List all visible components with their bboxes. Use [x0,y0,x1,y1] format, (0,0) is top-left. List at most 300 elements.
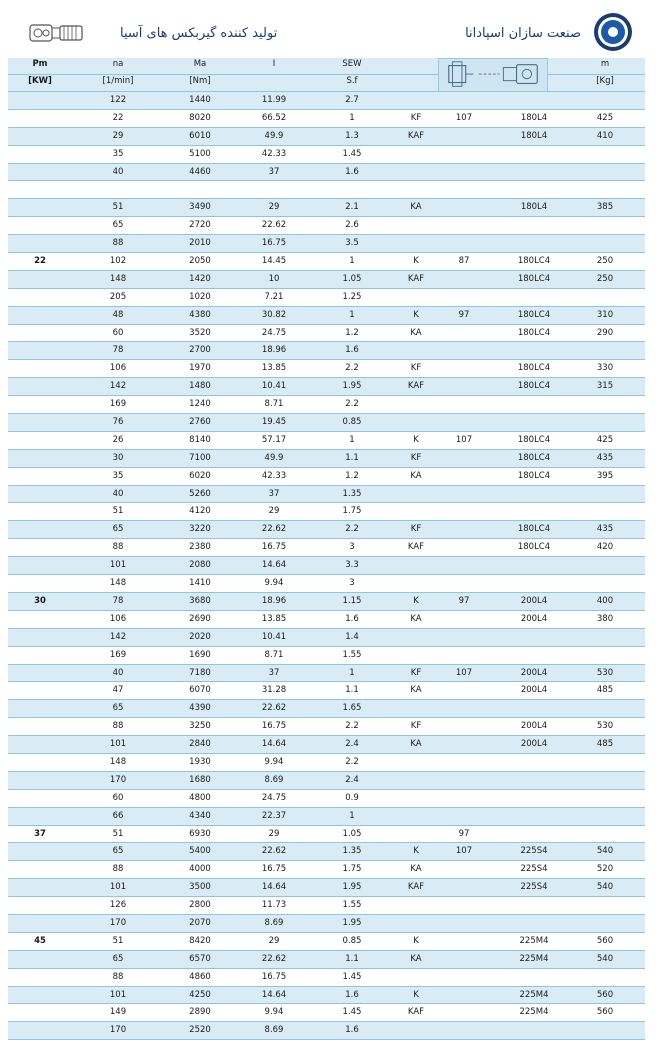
cell-i: 16.75 [261,864,287,875]
cell-type: KA [410,470,422,481]
cell-sf: 1.95 [342,381,362,392]
cell-ma: 4800 [189,792,211,803]
cell-m: 290 [596,327,614,338]
table-row [8,450,645,468]
cell-type: KF [410,452,422,463]
cell-i: 10.41 [261,381,287,392]
cell-motor: 180LC4 [517,524,551,535]
cell-i: 29 [268,506,280,517]
cell-na: 142 [109,381,127,392]
cell-m: 540 [596,882,614,893]
cell-na: 149 [109,1007,127,1018]
header-ma: Ma [193,59,207,69]
cell-i: 22.62 [261,953,287,964]
cell-type: KAF [407,381,425,392]
cell-i: 66.52 [261,112,287,123]
cell-na: 76 [112,417,124,428]
cell-ma: 2020 [189,631,211,642]
cell-sf: 1 [349,256,355,267]
cell-sf: 1.6 [345,613,359,624]
cell-ma: 4860 [189,971,211,982]
table-body [8,92,645,1040]
table-row [8,611,645,629]
cell-motor: 225S4 [520,846,548,857]
cell-na: 169 [109,649,127,660]
cell-ma: 2080 [189,560,211,571]
cell-ma: 1240 [189,399,211,410]
cell-na: 102 [109,256,127,267]
cell-i: 11.73 [261,900,287,911]
table-row [8,146,645,164]
cell-type: KAF [407,882,425,893]
cell-type: KF [410,721,422,732]
cell-size: 107 [455,112,473,123]
cell-m: 560 [596,989,614,1000]
cell-sf: 1.45 [342,148,362,159]
cell-i: 24.75 [261,792,287,803]
cell-ma: 1440 [189,95,211,105]
cell-motor: 180LC4 [517,434,551,445]
cell-sf: 2.2 [345,721,359,732]
cell-ma: 2840 [189,739,211,750]
header-pm: Pm [32,59,48,69]
cell-i: 13.85 [261,363,287,374]
cell-na: 148 [109,756,127,767]
cell-ma: 1970 [189,363,211,374]
cell-m: 420 [596,542,614,553]
cell-na: 170 [109,1025,127,1036]
cell-i: 16.75 [261,721,287,732]
cell-type: K [413,989,419,1000]
table-row [8,736,645,754]
cell-m: 435 [596,452,614,463]
cell-na: 66 [112,810,124,821]
cell-type: KAF [407,130,425,141]
cell-type: KAF [407,1007,425,1018]
cell-sf: 1.6 [345,166,359,177]
cell-i: 9.94 [264,1007,284,1018]
company-logo [593,12,633,52]
cell-sf: 1.35 [342,488,362,499]
cell-m: 560 [596,935,614,946]
cell-i: 10 [268,273,280,284]
cell-m: 435 [596,524,614,535]
cell-ma: 1420 [189,273,211,284]
table-row [8,790,645,808]
cell-na: 35 [112,470,124,481]
cell-ma: 7100 [189,452,211,463]
cell-sf: 1 [349,112,355,123]
cell-type: KA [410,953,422,964]
cell-type: KF [410,112,422,123]
table-row [8,987,645,1005]
cell-type: KF [410,524,422,535]
cell-m: 395 [596,470,614,481]
cell-ma: 1680 [189,774,211,785]
cell-motor: 225S4 [520,882,548,893]
cell-motor: 180LC4 [517,452,551,463]
cell-ma: 1930 [189,756,211,767]
cell-na: 126 [109,900,127,911]
cell-motor: 200L4 [520,613,548,624]
cell-pm: 30 [34,595,46,606]
cell-sf: 0.85 [342,935,362,946]
gear-motor-icon [438,58,548,92]
manufacturer-subtitle: تولید کننده گیربکس های آسیا [120,26,278,41]
cell-ma: 6570 [189,953,211,964]
cell-ma: 3250 [189,721,211,732]
table-row [8,915,645,933]
cell-type: K [413,935,419,946]
cell-na: 65 [112,846,124,857]
cell-na: 106 [109,363,127,374]
cell-sf: 2.2 [345,363,359,374]
cell-ma: 5400 [189,846,211,857]
table-row [8,92,645,110]
cell-motor: 225M4 [519,1007,549,1018]
cell-na: 88 [112,971,124,982]
cell-na: 88 [112,864,124,875]
cell-type: KF [410,363,422,374]
page-header [0,0,659,58]
table-units-row [8,75,645,92]
cell-m: 250 [596,273,614,284]
cell-na: 88 [112,542,124,553]
cell-motor: 200L4 [520,667,548,678]
cell-na: 40 [112,166,124,177]
cell-ma: 3220 [189,524,211,535]
cell-ma: 3680 [189,595,211,606]
cell-ma: 2760 [189,417,211,428]
cell-na: 51 [112,935,124,946]
cell-i: 14.64 [261,739,287,750]
table-row [8,271,645,289]
cell-m: 560 [596,1007,614,1018]
cell-na: 148 [109,578,127,589]
cell-na: 47 [112,685,124,696]
cell-i: 7.21 [264,291,284,302]
cell-na: 106 [109,613,127,624]
cell-i: 57.17 [261,434,287,445]
cell-i: 22.62 [261,846,287,857]
cell-type: KA [410,327,422,338]
cell-m: 485 [596,685,614,696]
cell-sf: 0.85 [342,417,362,428]
cell-sf: 1.05 [342,828,362,839]
cell-type: KA [410,739,422,750]
cell-ma: 8140 [189,434,211,445]
cell-ma: 5260 [189,488,211,499]
table-row [8,396,645,414]
table-row [8,503,645,521]
cell-na: 51 [112,828,124,839]
cell-motor: 225M4 [519,989,549,1000]
cell-sf: 1.35 [342,846,362,857]
cell-motor: 180L4 [520,112,548,123]
cell-m: 385 [596,202,614,213]
cell-size: 107 [455,434,473,445]
company-name: صنعت سازان اسپادانا [465,26,581,41]
cell-sf: 3.3 [345,560,359,571]
cell-sf: 1.1 [345,953,359,964]
table-row [8,378,645,396]
cell-ma: 3520 [189,327,211,338]
table-row [8,933,645,951]
table-row [8,432,645,450]
cell-ma: 1480 [189,381,211,392]
cell-type: K [413,256,419,267]
cell-sf: 1.45 [342,1007,362,1018]
cell-sf: 1.25 [342,291,362,302]
cell-motor: 180LC4 [517,381,551,392]
cell-sf: 2.6 [345,220,359,231]
cell-size: 97 [458,595,470,606]
table-row [8,754,645,772]
cell-na: 88 [112,721,124,732]
header-mass: m [600,59,610,69]
table-row [8,181,645,199]
cell-size: 97 [458,309,470,320]
cell-i: 22.62 [261,220,287,231]
cell-na: 148 [109,273,127,284]
cell-ma: 2520 [189,1025,211,1036]
cell-na: 78 [112,345,124,356]
cell-sf: 3 [349,542,355,553]
cell-ma: 6930 [189,828,211,839]
unit-sf: S.f [346,76,358,86]
cell-ma: 5100 [189,148,211,159]
cell-ma: 8020 [189,112,211,123]
cell-i: 11.99 [261,95,287,105]
cell-type: KA [410,685,422,696]
cell-sf: 1.55 [342,649,362,660]
cell-na: 65 [112,703,124,714]
cell-pm: 37 [34,828,46,839]
cell-sf: 1.75 [342,864,362,875]
cell-type: K [413,595,419,606]
unit-na: [1/min] [102,76,134,86]
cell-na: 205 [109,291,127,302]
cell-sf: 1 [349,667,355,678]
cell-sf: 1.65 [342,703,362,714]
cell-na: 78 [112,595,124,606]
cell-sf: 1.6 [345,989,359,1000]
cell-sf: 2.2 [345,399,359,410]
cell-na: 60 [112,792,124,803]
cell-sf: 2.2 [345,524,359,535]
cell-sf: 1.3 [345,130,359,141]
cell-i: 42.33 [261,148,287,159]
table-row [8,360,645,378]
unit-pm: [KW] [28,76,52,86]
cell-i: 8.69 [264,917,284,928]
table-row [8,772,645,790]
cell-ma: 2700 [189,345,211,356]
cell-type: KF [410,667,422,678]
cell-motor: 225S4 [520,864,548,875]
cell-i: 29 [268,202,280,213]
cell-i: 22.62 [261,703,287,714]
header-sew: SEW [342,59,362,69]
cell-i: 49.9 [264,452,284,463]
cell-sf: 1.1 [345,685,359,696]
table-row [8,682,645,700]
table-row [8,307,645,325]
cell-sf: 1.95 [342,882,362,893]
table-row [8,700,645,718]
cell-m: 250 [596,256,614,267]
cell-ma: 3500 [189,882,211,893]
unit-ma: [Nm] [189,76,211,86]
table-row [8,1022,645,1040]
cell-m: 540 [596,846,614,857]
cell-na: 101 [109,882,127,893]
table-row [8,575,645,593]
cell-size: 107 [455,667,473,678]
cell-i: 37 [268,667,280,678]
cell-sf: 1.05 [342,273,362,284]
cell-ma: 2010 [189,238,211,249]
cell-motor: 180LC4 [517,470,551,481]
cell-pm: 45 [34,935,46,946]
cell-i: 9.94 [264,578,284,589]
table-row [8,1004,645,1022]
table-header-row [8,58,645,75]
cell-ma: 6070 [189,685,211,696]
cell-i: 10.41 [261,631,287,642]
table-row [8,253,645,271]
cell-type: K [413,309,419,320]
cell-sf: 2.1 [345,202,359,213]
cell-motor: 180LC4 [517,542,551,553]
cell-ma: 2890 [189,1007,211,1018]
table-row [8,826,645,844]
cell-ma: 2380 [189,542,211,553]
table-row [8,468,645,486]
cell-i: 42.33 [261,470,287,481]
cell-sf: 3.5 [345,238,359,249]
cell-m: 485 [596,739,614,750]
cell-motor: 180LC4 [517,363,551,374]
cell-motor: 200L4 [520,721,548,732]
table-row [8,718,645,736]
cell-sf: 2.4 [345,739,359,750]
cell-sf: 1.15 [342,595,362,606]
cell-motor: 225M4 [519,953,549,964]
cell-sf: 1.95 [342,917,362,928]
cell-na: 142 [109,631,127,642]
cell-i: 16.75 [261,238,287,249]
table-row [8,897,645,915]
cell-ma: 1020 [189,291,211,302]
cell-na: 101 [109,560,127,571]
cell-i: 14.64 [261,560,287,571]
cell-ma: 2050 [189,256,211,267]
cell-sf: 2.2 [345,756,359,767]
cell-sf: 0.9 [345,792,359,803]
cell-motor: 200L4 [520,739,548,750]
cell-type: KAF [407,273,425,284]
cell-m: 540 [596,953,614,964]
table-row [8,217,645,235]
cell-sf: 1.4 [345,631,359,642]
cell-i: 29 [268,935,280,946]
cell-i: 18.96 [261,595,287,606]
table-row [8,861,645,879]
cell-ma: 2800 [189,900,211,911]
cell-motor: 180LC4 [517,309,551,320]
cell-ma: 4120 [189,506,211,517]
cell-sf: 2.7 [345,95,359,105]
cell-motor: 180LC4 [517,327,551,338]
table-row [8,128,645,146]
cell-sf: 1.2 [345,470,359,481]
cell-type: K [413,846,419,857]
cell-ma: 4250 [189,989,211,1000]
cell-m: 530 [596,667,614,678]
cell-ma: 8420 [189,935,211,946]
cell-ma: 4460 [189,166,211,177]
cell-i: 14.45 [261,256,287,267]
cell-i: 14.64 [261,989,287,1000]
cell-i: 37 [268,166,280,177]
cell-type: K [413,434,419,445]
cell-size: 97 [458,828,470,839]
cell-i: 16.75 [261,971,287,982]
cell-sf: 1 [349,309,355,320]
cell-type: KAF [407,542,425,553]
table-row [8,665,645,683]
header-i: I [272,59,276,69]
cell-motor: 180L4 [520,202,548,213]
cell-m: 310 [596,309,614,320]
cell-ma: 4000 [189,864,211,875]
cell-na: 65 [112,953,124,964]
cell-size: 107 [455,846,473,857]
cell-type: KA [410,202,422,213]
table-row [8,164,645,182]
cell-type: KA [410,613,422,624]
cell-na: 88 [112,238,124,249]
cell-na: 170 [109,917,127,928]
cell-na: 35 [112,148,124,159]
cell-sf: 1.2 [345,327,359,338]
table-row [8,629,645,647]
cell-i: 22.37 [261,810,287,821]
cell-na: 29 [112,130,124,141]
cell-motor: 200L4 [520,685,548,696]
cell-na: 101 [109,739,127,750]
cell-motor: 180LC4 [517,273,551,284]
cell-ma: 4340 [189,810,211,821]
cell-sf: 1.75 [342,506,362,517]
cell-na: 48 [112,309,124,320]
cell-sf: 1 [349,810,355,821]
cell-i: 9.94 [264,756,284,767]
cell-i: 24.75 [261,327,287,338]
cell-i: 37 [268,488,280,499]
cell-na: 51 [112,202,124,213]
cell-i: 13.85 [261,613,287,624]
cell-motor: 180L4 [520,130,548,141]
table-row [8,235,645,253]
cell-ma: 2690 [189,613,211,624]
cell-na: 40 [112,488,124,499]
cell-i: 8.69 [264,774,284,785]
cell-sf: 1.6 [345,1025,359,1036]
cell-sf: 1.45 [342,971,362,982]
cell-sf: 1.6 [345,345,359,356]
